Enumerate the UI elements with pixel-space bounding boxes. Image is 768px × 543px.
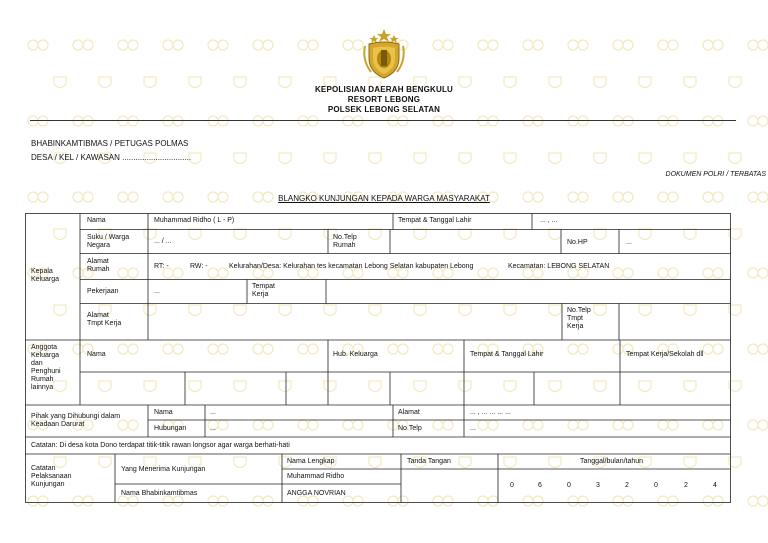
nama-value[interactable]: Muhammad Ridho ( L - P) — [154, 217, 235, 224]
nama-lengkap-label: Nama Lengkap — [287, 458, 335, 465]
hp-value[interactable]: ... — [626, 239, 632, 246]
darurat-nama-value[interactable]: ... — [210, 409, 216, 416]
nama-lengkap-value[interactable]: Muhammad Ridho — [287, 473, 345, 480]
officer-line: BHABINKAMTIBMAS / PETUGAS POLMAS — [31, 139, 189, 148]
hub-keluarga-label: Hub. Keluarga — [333, 351, 378, 358]
anggota-kerja-label: Tempat Kerja/Sekolah dll — [626, 351, 704, 358]
tempat-kerja-label: Tempat Kerja — [252, 283, 275, 298]
tanggal-label: Tanggal/bulan/tahun — [580, 458, 644, 465]
nama-label: Nama — [87, 217, 106, 224]
date-digit[interactable]: 2 — [625, 482, 629, 489]
darurat-hubungan-value[interactable]: ... — [210, 425, 216, 432]
resort-name: RESORT LEBONG — [347, 95, 421, 104]
kelurahan-value[interactable]: Kelurahan/Desa: Kelurahan tes kecamatan Lebong Selatan kabupaten Lebong — [229, 263, 474, 270]
alamat-kerja-label: Alamat Tmpt Kerja — [87, 312, 122, 327]
anggota-ttl-label: Tempat & Tanggal Lahir — [470, 351, 544, 358]
pekerjaan-label: Pekerjaan — [87, 288, 119, 295]
date-digit[interactable]: 4 — [713, 482, 717, 489]
institution-name: KEPOLISIAN DAERAH BENGKULU — [314, 85, 454, 94]
anggota-label: Anggota Keluarga dan Penghuni Rumah lainnya — [31, 344, 61, 391]
pelaksanaan-label: Catatan Pelaksanaan Kunjungan — [31, 465, 72, 488]
darurat-label: Pihak yang Dihubungi dalam Keadaan Darurat — [31, 413, 121, 428]
bhabin-label: Nama Bhabinkamtibmas — [121, 490, 198, 497]
telp-rumah-label: No.Telp Rumah — [333, 234, 357, 249]
darurat-alamat-label: Alamat — [398, 409, 420, 416]
date-digit[interactable]: 0 — [654, 482, 658, 489]
rw-value[interactable]: RW: - — [190, 263, 208, 270]
tanda-tangan-label: Tanda Tangan — [407, 458, 451, 465]
suku-label: Suku / Warga Negara — [87, 234, 130, 249]
darurat-alamat-value[interactable]: ... , ... ... ... ... — [470, 409, 511, 416]
darurat-nama-label: Nama — [154, 409, 173, 416]
hp-label: No.HP — [567, 239, 588, 246]
polsek-name: POLSEK LEBONG SELATAN — [327, 105, 441, 114]
pekerjaan-value[interactable]: ... — [154, 288, 160, 295]
penerima-label: Yang Menerima Kunjungan — [121, 466, 206, 473]
ttl-label: Tempat & Tanggal Lahir — [398, 217, 472, 224]
anggota-nama-label: Nama — [87, 351, 106, 358]
date-digit[interactable]: 3 — [596, 482, 600, 489]
catatan-text[interactable]: Catatan: Di desa kota Dono terdapat titik-titik rawan longsor agar warga berhati-hati — [31, 442, 290, 449]
darurat-telp-label: No.Telp — [398, 425, 422, 432]
form-title: BLANGKO KUNJUNGAN KEPADA WARGA MASYARAKAT — [278, 194, 490, 203]
rt-value[interactable]: RT: - — [154, 263, 169, 270]
date-digit[interactable]: 2 — [684, 482, 688, 489]
kepala-keluarga-label: Kepala Keluarga — [31, 268, 60, 283]
village-line: DESA / KEL / KAWASAN ............................... — [31, 153, 192, 162]
doc-classification: DOKUMEN POLRI / TERBATAS — [665, 171, 766, 178]
darurat-hubungan-label: Hubungan — [154, 425, 187, 432]
date-digit[interactable]: 6 — [538, 482, 542, 489]
date-digit[interactable]: 0 — [567, 482, 571, 489]
alamat-rumah-label: Alamat Rumah — [87, 258, 110, 273]
bhabin-value[interactable]: ANGGA NOVRIAN — [287, 490, 346, 497]
kecamatan-value[interactable]: Kecamatan: LEBONG SELATAN — [508, 263, 610, 270]
telp-kerja-label: No.Telp Tmpt Kerja — [567, 307, 591, 330]
suku-value[interactable]: ... / ... — [154, 238, 172, 245]
date-digit[interactable]: 0 — [510, 482, 514, 489]
darurat-telp-value[interactable]: ... — [470, 425, 476, 432]
ttl-value[interactable]: ... , ... — [540, 217, 558, 224]
